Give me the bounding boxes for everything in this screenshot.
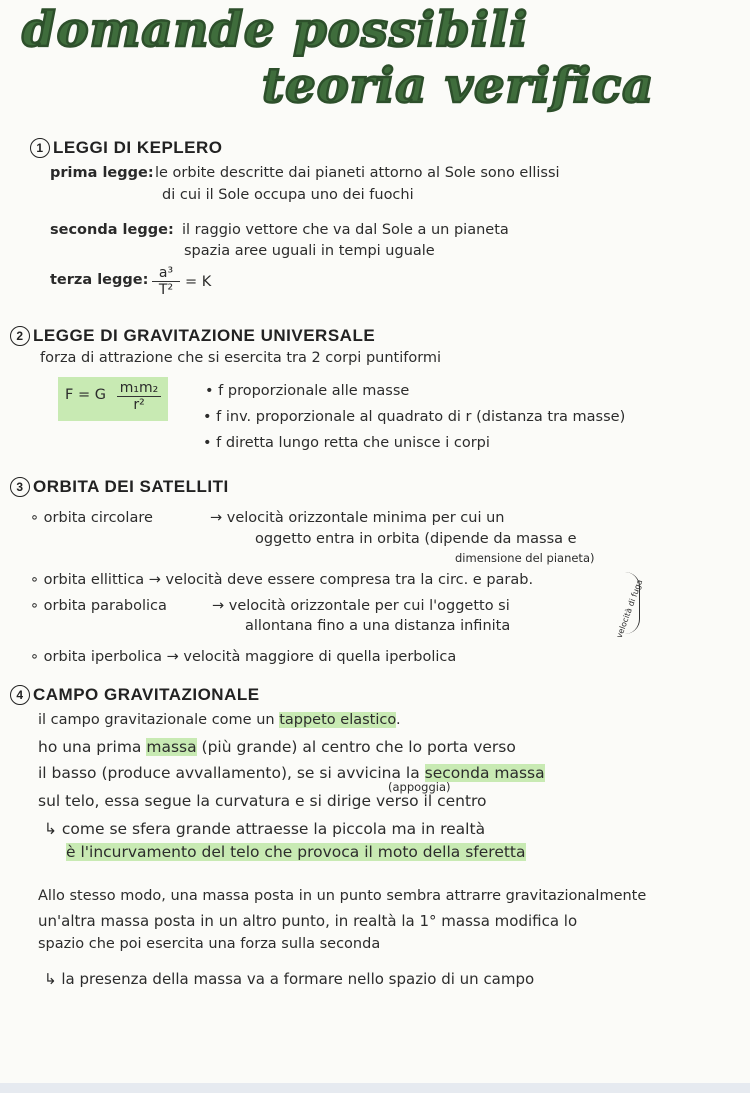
- gravitazione-bullet-2: • f inv. proporzionale al quadrato di r (distanza tra masse): [203, 409, 626, 425]
- gravitazione-bullet-1: • f proporzionale alle masse: [205, 383, 410, 399]
- formula-numerator: m₁m₂: [119, 380, 159, 396]
- seconda-massa-highlight: seconda massa: [424, 764, 545, 782]
- terza-legge-denominator: T²: [152, 281, 180, 298]
- title-line-1: domande possibili: [22, 2, 529, 58]
- massa-highlight: massa: [146, 738, 197, 756]
- section-2-number: 2: [10, 326, 30, 346]
- orbita-ellittica: ∘ orbita ellittica → velocità deve essere compresa tra la circ. e parab.: [30, 572, 534, 588]
- campo-p2-b: (più grande) al centro che lo porta verso: [196, 738, 516, 756]
- section-2-title: LEGGE DI GRAVITAZIONE UNIVERSALE: [33, 326, 376, 345]
- orbita-parabolica-text-2: allontana fino a una distanza infinita: [245, 618, 511, 634]
- campo-paragraph-line-6: [66, 843, 526, 861]
- section-1-number: 1: [30, 138, 50, 158]
- gravitazione-intro: forza di attrazione che si esercita tra 2 corpi puntiformi: [40, 350, 442, 366]
- terza-legge-fraction: [152, 265, 180, 298]
- prima-legge-text-2: di cui il Sole occupa uno dei fuochi: [162, 187, 414, 203]
- velocita-fuga-note: velocità di fuga: [614, 578, 645, 640]
- appoggia-note: (appoggia): [388, 780, 451, 794]
- section-3-title: ORBITA DEI SATELLITI: [33, 477, 229, 496]
- section-4-heading: [10, 685, 260, 705]
- incurvamento-highlight: è l'incurvamento del telo che provoca il moto della sferetta: [66, 843, 526, 861]
- prima-legge-text-1: le orbite descritte dai pianeti attorno al Sole sono ellissi: [155, 165, 560, 181]
- section-4-title: CAMPO GRAVITAZIONALE: [33, 685, 260, 704]
- campo-paragraph-line-9: spazio che poi esercita una forza sulla seconda: [38, 936, 381, 952]
- formula-denominator: r²: [117, 396, 161, 413]
- orbita-circolare-text-1: → velocità orizzontale minima per cui un: [210, 510, 505, 526]
- orbita-iperbolica: ∘ orbita iperbolica → velocità maggiore di quella iperbolica: [30, 649, 457, 665]
- campo-paragraph-line-8: un'altra massa posta in un altro punto, in realtà la 1° massa modifica lo: [38, 912, 578, 930]
- terza-legge-label: terza legge:: [50, 272, 149, 288]
- terza-legge-equals: = K: [185, 274, 212, 290]
- campo-paragraph-line-1: [38, 712, 401, 728]
- formula-fraction: [117, 380, 161, 413]
- campo-paragraph-line-7: Allo stesso modo, una massa posta in un punto sembra attrarre gravitazionalmente: [38, 888, 647, 904]
- orbita-parabolica-text-1: → velocità orizzontale per cui l'oggetto si: [212, 598, 510, 614]
- section-3-heading: [10, 477, 229, 497]
- page-bottom-edge: [0, 1083, 750, 1093]
- seconda-legge-label: seconda legge:: [50, 222, 174, 238]
- gravitazione-bullet-3: • f diretta lungo retta che unisce i corpi: [203, 435, 490, 451]
- campo-paragraph-line-5: ↳ come se sfera grande attraesse la piccola ma in realtà: [44, 820, 486, 838]
- campo-paragraph-line-2: [38, 738, 516, 756]
- orbita-circolare-label: ∘ orbita circolare: [30, 510, 153, 526]
- campo-p2-a: ho una prima: [38, 738, 147, 756]
- section-1-heading: [30, 138, 223, 158]
- title-line-2: teoria verifica: [262, 58, 655, 114]
- campo-p1-a: il campo gravitazionale come un: [38, 712, 280, 728]
- campo-paragraph-line-10: ↳ la presenza della massa va a formare nello spazio di un campo: [44, 970, 535, 988]
- seconda-legge-text-1: il raggio vettore che va dal Sole a un pianeta: [182, 222, 509, 238]
- campo-paragraph-line-3: [38, 764, 545, 782]
- orbita-circolare-text-2: oggetto entra in orbita (dipende da massa e: [255, 531, 577, 547]
- seconda-legge-text-2: spazia aree uguali in tempi uguale: [184, 243, 435, 259]
- campo-p1-b: .: [395, 712, 401, 728]
- prima-legge-label: prima legge:: [50, 165, 154, 181]
- section-1-title: LEGGI DI KEPLERO: [53, 138, 223, 157]
- formula-left: F = G: [65, 387, 106, 403]
- section-3-number: 3: [10, 477, 30, 497]
- terza-legge-numerator: a³: [158, 265, 174, 281]
- campo-paragraph-line-4: sul telo, essa segue la curvatura e si dirige verso il centro: [38, 792, 487, 810]
- campo-p3-a: il basso (produce avvallamento), se si avvicina la: [38, 764, 425, 782]
- orbita-circolare-text-3: dimensione del pianeta): [455, 551, 595, 565]
- orbita-parabolica-label: ∘ orbita parabolica: [30, 598, 167, 614]
- section-4-number: 4: [10, 685, 30, 705]
- section-2-heading: [10, 326, 375, 346]
- tappeto-elastico-highlight: tappeto elastico: [279, 712, 396, 728]
